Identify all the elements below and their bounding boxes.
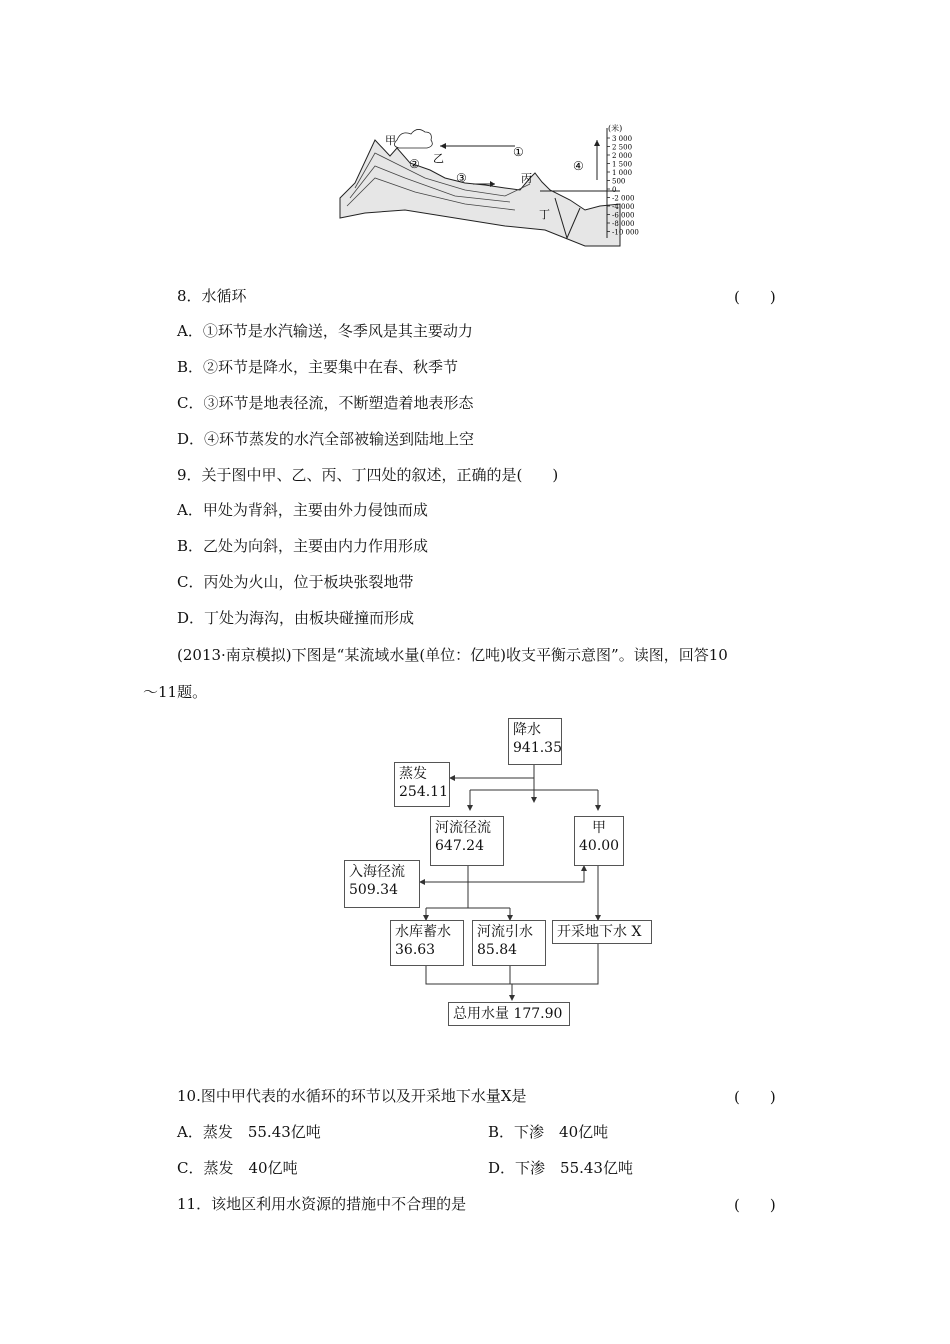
- q9-option-a[interactable]: A．甲处为背斜，主要由外力侵蚀而成: [177, 501, 428, 519]
- scale-tick-label: 3 000: [612, 135, 633, 143]
- q10-stem: 10.图中甲代表的水循环的环节以及开采地下水量X是: [177, 1087, 527, 1105]
- reservoir-label: 水库蓄水: [395, 924, 451, 940]
- water-balance-diagram: [340, 712, 660, 1030]
- scale-tick-label: -4 000: [612, 203, 635, 211]
- label-circle-4: ④: [573, 159, 584, 173]
- scale-ticks: [607, 135, 639, 237]
- precip-label: 降水: [513, 722, 541, 738]
- scale-tick-label: 1 000: [612, 169, 633, 177]
- label-bing: 丙: [521, 172, 532, 185]
- box-sea-runoff: [344, 860, 420, 908]
- scale-tick-label: 2 000: [612, 152, 633, 160]
- evap-value: 254.11: [399, 784, 448, 800]
- reservoir-value: 36.63: [395, 942, 436, 958]
- arrow-4-head: [594, 140, 600, 146]
- q10-option-a[interactable]: A．蒸发 55.43亿吨: [177, 1123, 321, 1141]
- box-river-runoff: [430, 816, 504, 866]
- label-yi: 乙: [433, 152, 444, 165]
- q9-option-b[interactable]: B．乙处为向斜，主要由内力作用形成: [177, 537, 429, 555]
- box-jia: [574, 816, 624, 866]
- q11-answer-paren[interactable]: ( ): [734, 1196, 776, 1214]
- q11-stem: 11．该地区利用水资源的措施中不合理的是: [177, 1195, 467, 1213]
- q9-option-c[interactable]: C．丙处为火山，位于板块张裂地带: [177, 573, 414, 591]
- scale-tick-label: -2 000: [612, 194, 635, 203]
- box-total: [448, 1002, 570, 1026]
- box-reservoir: [390, 920, 464, 966]
- q10-option-d[interactable]: D．下渗 55.43亿吨: [488, 1159, 633, 1177]
- box-groundwater: [552, 920, 652, 944]
- evap-label: 蒸发: [399, 766, 427, 782]
- scale-tick-label: -8 000: [612, 220, 635, 228]
- q8-stem: 8．水循环: [177, 287, 247, 305]
- intro-line-2: ～11题。: [143, 683, 208, 701]
- groundwater-label: 开采地下水 X: [557, 924, 642, 940]
- arrow-1-head: [440, 143, 446, 149]
- q10-option-b[interactable]: B．下渗 40亿吨: [488, 1123, 609, 1141]
- label-jia: 甲: [385, 134, 396, 147]
- scale-tick-label: 0: [612, 186, 617, 194]
- label-circle-2: ②: [409, 157, 420, 171]
- scale-tick-label: -10 000: [612, 228, 639, 237]
- q8-option-c[interactable]: C．③环节是地表径流，不断塑造着地表形态: [177, 394, 474, 412]
- sea-label: 入海径流: [349, 864, 405, 880]
- cloud-shape: [394, 129, 432, 148]
- label-circle-1: ①: [513, 145, 524, 159]
- diversion-value: 85.84: [477, 942, 518, 958]
- scale-tick-label: -6 000: [612, 211, 635, 220]
- q9-option-d[interactable]: D．丁处为海沟，由板块碰撞而形成: [177, 609, 415, 627]
- river-label: 河流径流: [435, 820, 491, 836]
- label-ding: 丁: [539, 208, 550, 221]
- diversion-label: 河流引水: [477, 924, 533, 940]
- jia-label: 甲: [592, 820, 606, 836]
- q8-option-d[interactable]: D．④环节蒸发的水汽全部被输送到陆地上空: [177, 430, 475, 448]
- scale-tick-label: 1 500: [612, 160, 633, 169]
- q9-stem: 9．关于图中甲、乙、丙、丁四处的叙述，正确的是( ): [177, 466, 559, 484]
- scale-unit: (米): [608, 124, 623, 133]
- terrain-profile: [340, 140, 620, 246]
- q8-option-b[interactable]: B．②环节是降水，主要集中在春、秋季节: [177, 358, 459, 376]
- total-label: 总用水量 177.90: [453, 1006, 563, 1022]
- q10-answer-paren[interactable]: ( ): [734, 1088, 776, 1106]
- box-diversion: [472, 920, 546, 966]
- scale-tick-label: 2 500: [612, 143, 633, 152]
- label-circle-3: ③: [456, 171, 467, 185]
- q8-answer-paren[interactable]: ( ): [734, 288, 776, 306]
- q8-option-a[interactable]: A．①环节是水汽输送，冬季风是其主要动力: [177, 322, 473, 340]
- river-value: 647.24: [435, 838, 484, 854]
- box-evap: [394, 762, 450, 807]
- water-cycle-profile-figure: [335, 118, 655, 248]
- q10-option-c[interactable]: C．蒸发 40亿吨: [177, 1159, 298, 1177]
- jia-value: 40.00: [579, 838, 620, 854]
- scale-tick-label: 500: [612, 177, 626, 186]
- intro-line-1: (2013·南京模拟)下图是“某流域水量(单位：亿吨)收支平衡示意图”。读图，回答10: [177, 646, 728, 664]
- sea-value: 509.34: [349, 882, 398, 898]
- precip-value: 941.35: [513, 740, 562, 756]
- to-jia-from-river: [468, 866, 584, 882]
- box-precip: [508, 718, 562, 765]
